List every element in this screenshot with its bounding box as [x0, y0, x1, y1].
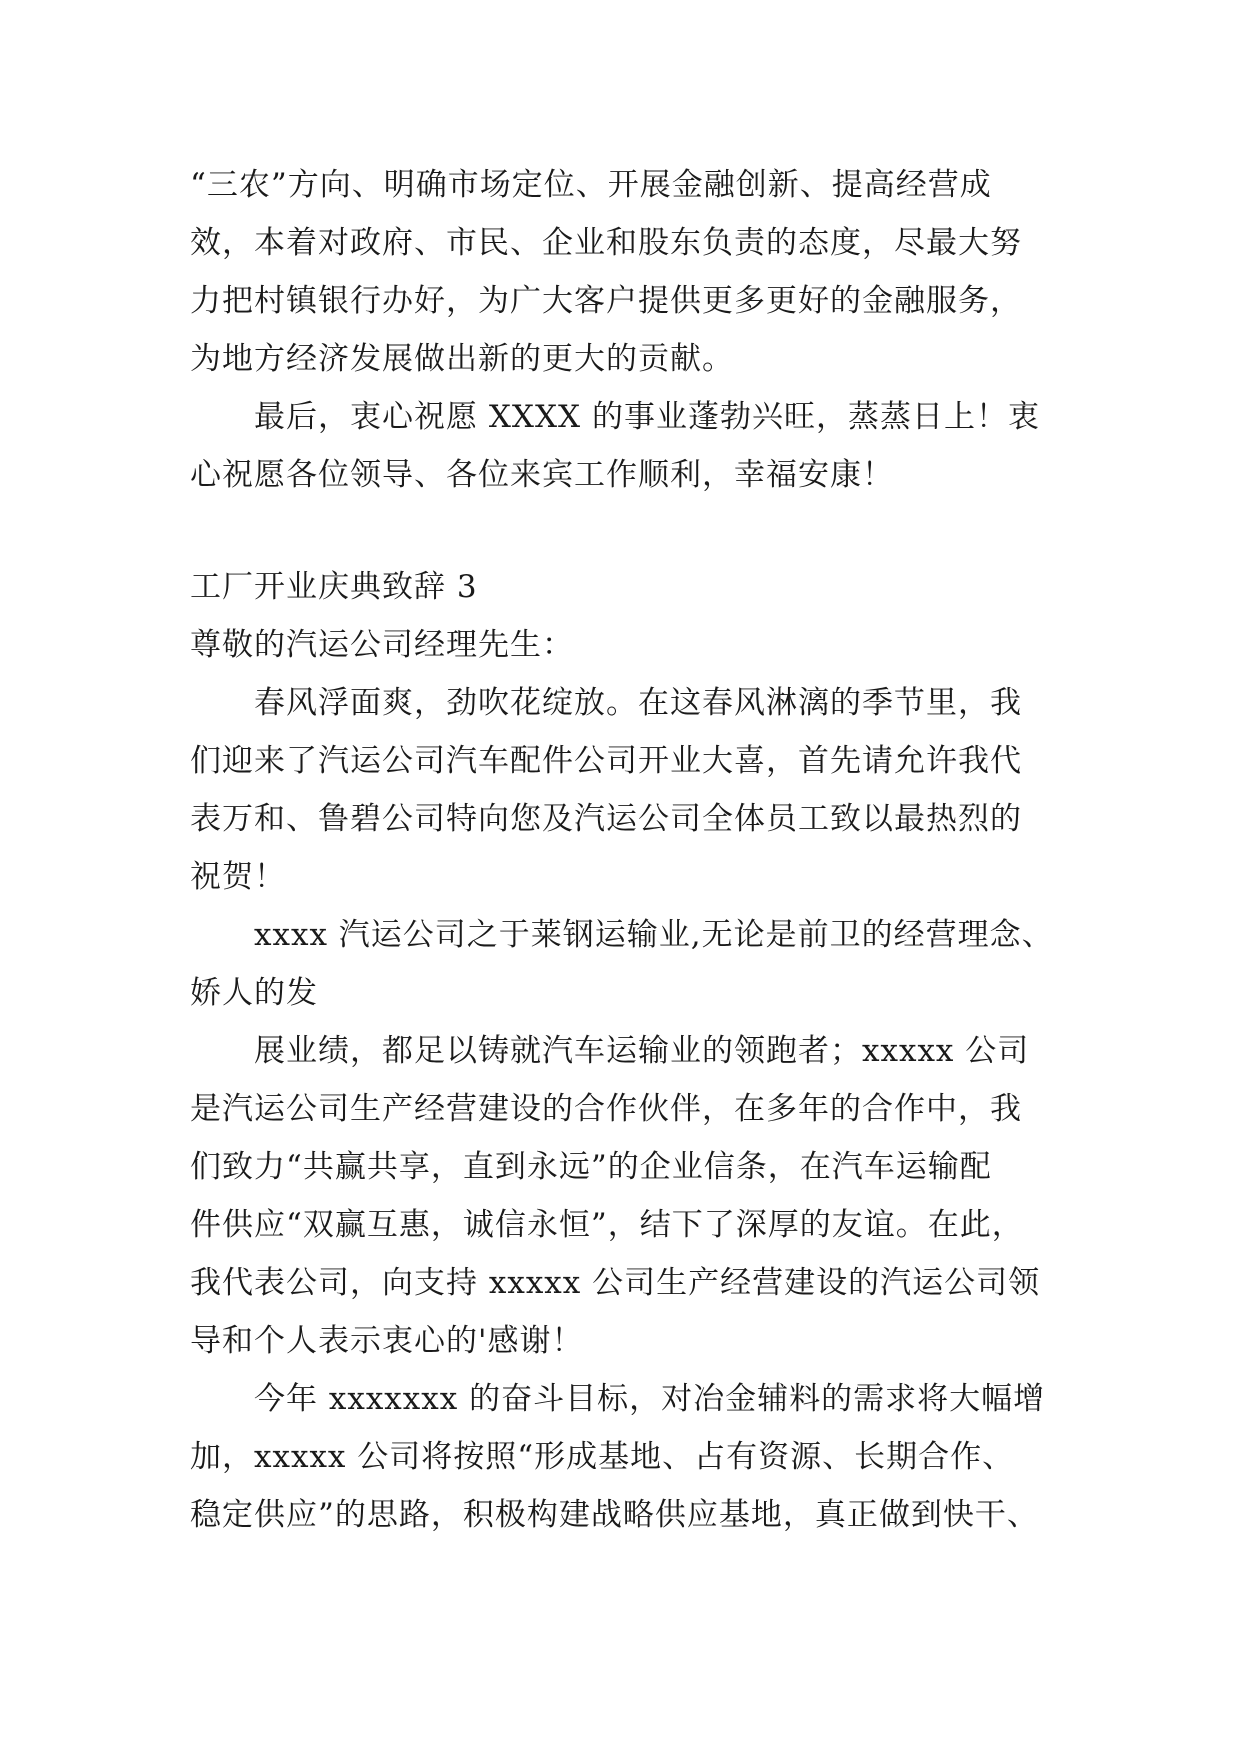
section-title: 工厂开业庆典致辞 3 — [190, 569, 478, 605]
paragraph-partnership — [190, 1022, 1070, 1370]
text-line: 是汽运公司生产经营建设的合作伙伴，在多年的合作中，我 — [190, 1091, 1022, 1127]
text-line: 力把村镇银行办好，为广大客户提供更多更好的金融服务， — [190, 283, 1022, 319]
paragraph-opening — [190, 674, 1070, 906]
text-line: 娇人的发 — [190, 975, 318, 1011]
text-line: 祝贺！ — [190, 859, 286, 895]
text-line: 春风浮面爽，劲吹花绽放。在这春风淋漓的季节里，我 — [254, 685, 1022, 721]
salutation: 尊敬的汽运公司经理先生： — [190, 627, 574, 663]
paragraph-company-intro — [190, 906, 1070, 1022]
text-line: 们致力“共赢共享，直到永远”的企业信条，在汽车运输配 — [190, 1149, 992, 1185]
text-line: 表万和、鲁碧公司特向您及汽运公司全体员工致以最热烈的 — [190, 801, 1022, 837]
text-line: 我代表公司，向支持 xxxxx 公司生产经营建设的汽运公司领 — [190, 1265, 1041, 1301]
text-line: 效，本着对政府、市民、企业和股东负责的态度，尽最大努 — [190, 225, 1022, 261]
text-line: 导和个人表示衷心的'感谢！ — [190, 1323, 584, 1359]
text-line: 今年 xxxxxxx 的奋斗目标，对冶金辅料的需求将大幅增 — [254, 1381, 1046, 1417]
paragraph-closing-wishes — [190, 388, 1070, 504]
text-line: 们迎来了汽运公司汽车配件公司开业大喜，首先请允许我代 — [190, 743, 1022, 779]
text-line: 稳定供应”的思路，积极构建战略供应基地，真正做到快干、 — [190, 1497, 1039, 1533]
text-line: 件供应“双赢互惠，诚信永恒”，结下了深厚的友谊。在此， — [190, 1207, 1024, 1243]
speech-section-3 — [190, 558, 1070, 1544]
paragraph-goals — [190, 1370, 1070, 1544]
text-line: 加，xxxxx 公司将按照“形成基地、占有资源、长期合作、 — [190, 1439, 1015, 1475]
text-line: 展业绩，都足以铸就汽车运输业的领跑者；xxxxx 公司 — [254, 1033, 1030, 1069]
text-line: 为地方经济发展做出新的更大的贡献。 — [190, 341, 734, 377]
paragraph-continued — [190, 156, 1070, 388]
continued-section — [190, 156, 1070, 504]
text-line: 心祝愿各位领导、各位来宾工作顺利，幸福安康！ — [190, 457, 894, 493]
text-line: 最后，衷心祝愿 XXXX 的事业蓬勃兴旺，蒸蒸日上！衷 — [254, 399, 1040, 435]
text-line: xxxx 汽运公司之于莱钢运输业,无论是前卫的经营理念、 — [254, 917, 1054, 953]
text-line: “三农”方向、明确市场定位、开展金融创新、提高经营成 — [190, 167, 992, 203]
